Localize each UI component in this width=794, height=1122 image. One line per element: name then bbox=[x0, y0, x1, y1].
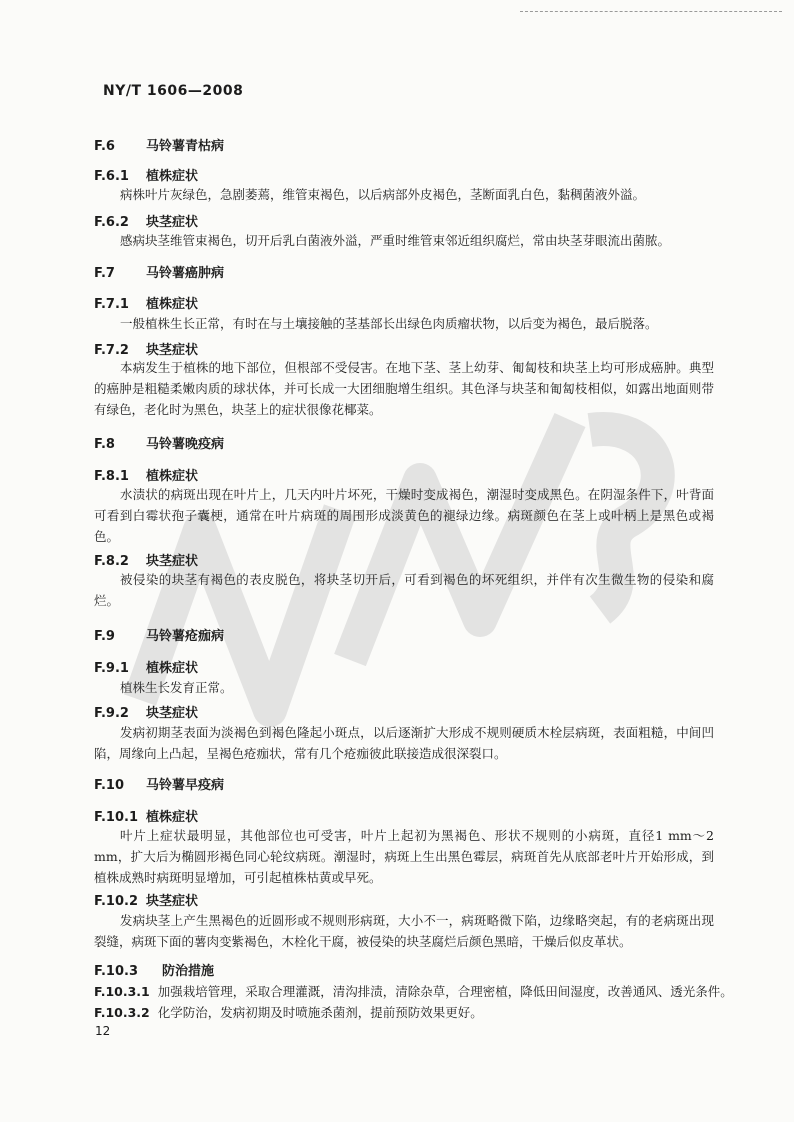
subsection-heading-f6-1: F.6.1 植株症状 bbox=[94, 169, 199, 184]
paragraph-f10-3-2: F.10.3.2 化学防治，发病初期及时喷施杀菌剂，提前预防效果更好。 bbox=[94, 1005, 483, 1020]
paragraph-f7-2: 本病发生于植株的地下部位，但根部不受侵害。在地下茎、茎上幼芽、匍匐枝和块茎上均可形成癌肿。典型的癌肿是粗糙柔嫩肉质的球状体，并可长成一大团细胞增生组织。其色泽与块茎和匍匐枝相似，如露出地面则带有绿色，老化时为黑色，块茎上的症状很像花椰菜。 bbox=[94, 360, 714, 417]
paragraph-f9-1: 植株生长发育正常。 bbox=[120, 680, 233, 695]
standard-code: NY/T 1606—2008 bbox=[103, 83, 244, 99]
section-heading-f8: F.8 马铃薯晚疫病 bbox=[94, 437, 225, 452]
subsection-heading-f9-2: F.9.2 块茎症状 bbox=[94, 706, 199, 721]
subsection-heading-f7-2: F.7.2 块茎症状 bbox=[94, 343, 199, 358]
subsection-heading-f10-1: F.10.1 植株症状 bbox=[94, 810, 199, 825]
section-heading-f7: F.7 马铃薯癌肿病 bbox=[94, 266, 225, 281]
subsection-heading-f9-1: F.9.1 植株症状 bbox=[94, 661, 199, 676]
paragraph-f10-1: 叶片上症状最明显，其他部位也可受害，叶片上起初为黑褐色、形状不规则的小病斑，直径1 mm～2 mm，扩大后为椭圆形褐色同心轮纹病斑。潮湿时，病斑上生出黑色霉层，病斑首先从底部老叶片开始形成，到植株成熟时病斑明显增加，可引起植株枯黄或早死。 bbox=[94, 828, 714, 885]
subsection-heading-f10-3: F.10.3 防治措施 bbox=[94, 964, 215, 979]
paragraph-f8-2: 被侵染的块茎有褐色的表皮脱色，将块茎切开后，可看到褐色的坏死组织，并伴有次生微生物的侵染和腐烂。 bbox=[94, 572, 714, 608]
top-dashed-rule bbox=[520, 11, 782, 12]
subsection-heading-f8-1: F.8.1 植株症状 bbox=[94, 469, 199, 484]
paragraph-f9-2: 发病初期茎表面为淡褐色到褐色隆起小斑点，以后逐渐扩大形成不规则硬质木栓层病斑，表面粗糙，中间凹陷，周缘向上凸起，呈褐色疮痂状，常有几个疮痂彼此联接造成很深裂口。 bbox=[94, 725, 714, 761]
page-number: 12 bbox=[95, 1024, 111, 1038]
section-heading-f6: F.6 马铃薯青枯病 bbox=[94, 139, 225, 154]
paragraph-f7-1: 一般植株生长正常，有时在与土壤接触的茎基部长出绿色肉质瘤状物，以后变为褐色，最后脱落。 bbox=[120, 316, 658, 331]
paragraph-f6-1: 病株叶片灰绿色，急剧萎蔫，维管束褐色，以后病部外皮褐色，茎断面乳白色，黏稠菌液外溢。 bbox=[120, 187, 646, 202]
paragraph-f6-2: 感病块茎维管束褐色，切开后乳白菌液外溢，严重时维管束邻近组织腐烂，常由块茎芽眼流出菌脓。 bbox=[120, 233, 671, 248]
section-heading-f9: F.9 马铃薯疮痂病 bbox=[94, 629, 225, 644]
subsection-heading-f8-2: F.8.2 块茎症状 bbox=[94, 554, 199, 569]
paragraph-f8-1: 水渍状的病斑出现在叶片上，几天内叶片坏死，干燥时变成褐色，潮湿时变成黑色。在阴湿条件下，叶背面可看到白霉状孢子囊梗，通常在叶片病斑的周围形成淡黄色的褪绿边缘。病斑颜色在茎上或叶柄上是黑色或褐色。 bbox=[94, 487, 714, 544]
paragraph-f10-3-1: F.10.3.1 加强栽培管理，采取合理灌溉，清沟排渍，清除杂草，合理密植，降低田间湿度，改善通风、透光条件。 bbox=[94, 984, 733, 999]
subsection-heading-f7-1: F.7.1 植株症状 bbox=[94, 297, 199, 312]
paragraph-f10-2: 发病块茎上产生黑褐色的近圆形或不规则形病斑，大小不一，病斑略微下陷，边缘略突起，有的老病斑出现裂缝，病斑下面的薯肉变紫褐色，木栓化干腐，被侵染的块茎腐烂后颜色黑暗，干燥后似皮革状。 bbox=[94, 913, 714, 949]
section-heading-f10: F.10 马铃薯早疫病 bbox=[94, 778, 225, 793]
subsection-heading-f6-2: F.6.2 块茎症状 bbox=[94, 215, 199, 230]
subsection-heading-f10-2: F.10.2 块茎症状 bbox=[94, 894, 199, 909]
